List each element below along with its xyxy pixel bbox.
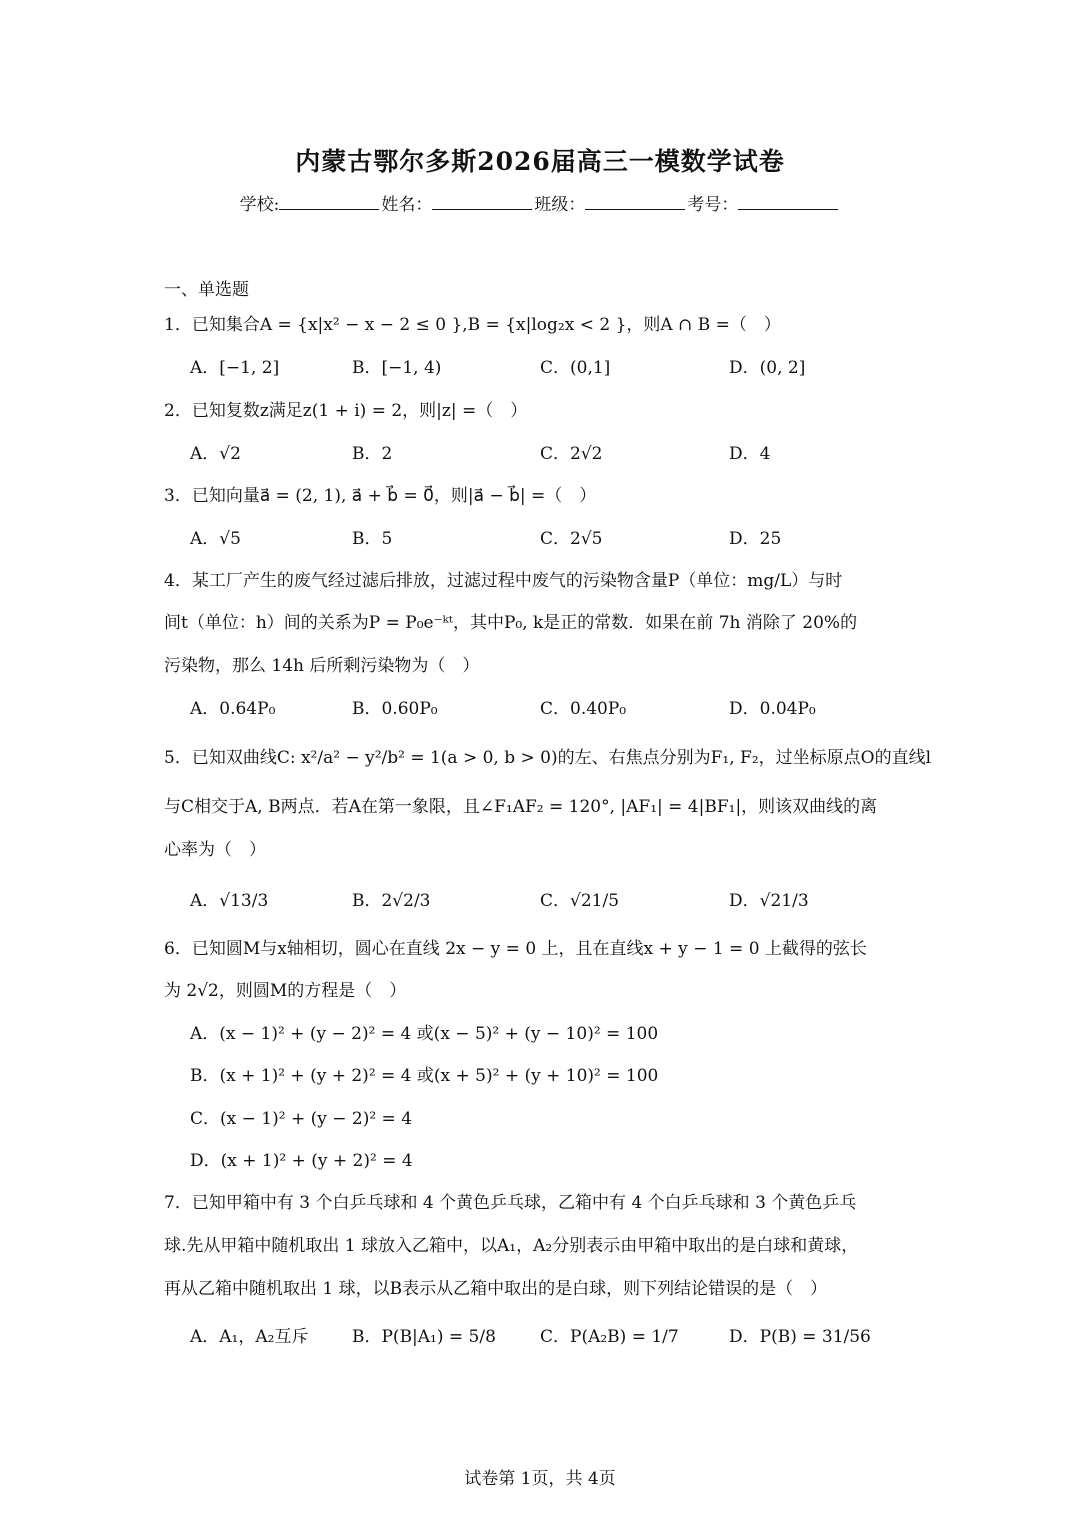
class-label: 班级： [534, 195, 586, 215]
q2-option-a: A．√2 [190, 444, 241, 464]
question-6-line-2: 为 2√2，则圆M的方程是（ ） [164, 981, 407, 1001]
q5-option-a: A．√13/3 [190, 891, 269, 911]
number-blank[interactable] [738, 193, 838, 210]
name-blank[interactable] [432, 193, 532, 210]
q6-option-c: C．(x − 1)² + (y − 2)² = 4 [190, 1109, 413, 1129]
class-blank[interactable] [585, 193, 685, 210]
number-label: 考号： [687, 195, 739, 215]
question-5-line-1: 5．已知双曲线C: x²/a² − y²/b² = 1(a > 0, b > 0)的左、右焦点分别为F₁, F₂，过坐标原点O的直线l [164, 748, 932, 768]
question-5-line-3: 心率为（ ） [164, 840, 266, 860]
q2-option-c: C．2√2 [540, 444, 603, 464]
q7-option-d: D．P(B) = 31/56 [729, 1327, 871, 1347]
page-title: 内蒙古鄂尔多斯2026届高三一模数学试卷 [295, 147, 785, 176]
student-info [0, 190, 1080, 215]
q5-option-b: B．2√2/3 [352, 891, 431, 911]
q5-option-d: D．√21/3 [729, 891, 809, 911]
question-1: 1．已知集合A = {x|x² − x − 2 ≤ 0 },B = {x|log₂x < 2 }，则A ∩ B =（ ） [164, 315, 781, 335]
question-7-line-2: 球.先从甲箱中随机取出 1 球放入乙箱中，以A₁，A₂分别表示由甲箱中取出的是白球和黄球， [164, 1236, 859, 1256]
q1-option-c: C．(0,1] [540, 358, 611, 378]
page-footer: 试卷第 1页，共 4页 [464, 1469, 616, 1489]
q6-option-a: A．(x − 1)² + (y − 2)² = 4 或(x − 5)² + (y − 10)² = 100 [190, 1024, 659, 1044]
question-5-line-2: 与C相交于A, B两点．若A在第一象限，且∠F₁AF₂ = 120°, |AF₁| = 4|BF₁|，则该双曲线的离 [164, 797, 878, 817]
q1-option-a: A．[−1, 2] [190, 358, 280, 378]
q2-option-d: D．4 [729, 444, 771, 464]
q3-option-c: C．2√5 [540, 529, 603, 549]
school-blank[interactable] [279, 193, 379, 210]
q5-option-c: C．√21/5 [540, 891, 620, 911]
question-3: 3．已知向量a⃗ = (2, 1), a⃗ + b⃗ = 0⃗，则|a⃗ − b⃗| =（ ） [164, 486, 597, 506]
q4-option-b: B．0.60P₀ [352, 699, 438, 719]
question-7-line-3: 再从乙箱中随机取出 1 球，以B表示从乙箱中取出的是白球，则下列结论错误的是（ ） [164, 1279, 828, 1299]
q1-option-b: B．[−1, 4) [352, 358, 442, 378]
q7-option-c: C．P(A₂B) = 1/7 [540, 1327, 679, 1347]
question-4-line-1: 4．某工厂产生的废气经过滤后排放，过滤过程中废气的污染物含量P（单位：mg/L）与时 [164, 571, 843, 591]
question-4-line-3: 污染物，那么 14h 后所剩污染物为（ ） [164, 656, 480, 676]
question-2: 2．已知复数z满足z(1 + i) = 2，则|z| =（ ） [164, 401, 528, 421]
section-heading: 一、单选题 [164, 280, 249, 300]
q3-option-b: B．5 [352, 529, 393, 549]
q3-option-a: A．√5 [190, 529, 241, 549]
q1-option-d: D．(0, 2] [729, 358, 806, 378]
q4-option-a: A．0.64P₀ [190, 699, 276, 719]
school-label: 学校: [239, 195, 280, 215]
q6-option-d: D．(x + 1)² + (y + 2)² = 4 [190, 1151, 413, 1171]
q2-option-b: B．2 [352, 444, 393, 464]
q4-option-d: D．0.04P₀ [729, 699, 816, 719]
q4-option-c: C．0.40P₀ [540, 699, 627, 719]
question-7-line-1: 7．已知甲箱中有 3 个白乒乓球和 4 个黄色乒乓球，乙箱中有 4 个白乒乓球和 3 个黄色乒乓 [164, 1193, 857, 1213]
name-label: 姓名： [381, 195, 433, 215]
question-6-line-1: 6．已知圆M与x轴相切，圆心在直线 2x − y = 0 上，且在直线x + y − 1 = 0 上截得的弦长 [164, 939, 867, 959]
q3-option-d: D．25 [729, 529, 782, 549]
q7-option-b: B．P(B|A₁) = 5/8 [352, 1327, 496, 1347]
question-4-line-2: 间t（单位：h）间的关系为P = P₀e⁻ᵏᵗ，其中P₀, k是正的常数．如果在前 7h 消除了 20%的 [164, 613, 858, 633]
q7-option-a: A．A₁，A₂互斥 [190, 1327, 309, 1347]
q6-option-b: B．(x + 1)² + (y + 2)² = 4 或(x + 5)² + (y + 10)² = 100 [190, 1066, 659, 1086]
